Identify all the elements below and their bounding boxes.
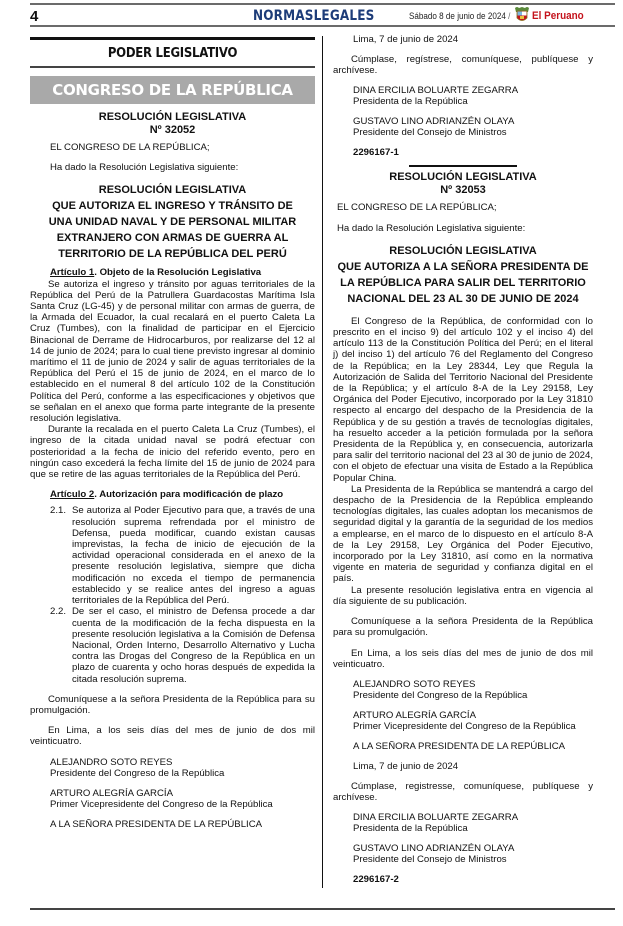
article-label: Artículo 2: [50, 489, 95, 501]
signatory-role: Primer Vicepresidente del Congreso de la República: [50, 798, 273, 810]
date-text: Sábado 8 de junio de 2024: [409, 11, 506, 21]
signatory-role: Presidenta de la República: [353, 823, 468, 835]
right-column: [333, 30, 593, 885]
signatory-role: Presidente del Consejo de Ministros: [353, 854, 507, 866]
preamble: Ha dado la Resolución Legislativa siguiente:: [337, 222, 526, 234]
signatory-role: Presidenta de la República: [353, 96, 468, 108]
page-number: 4: [30, 8, 39, 25]
article-1-heading: [50, 267, 315, 278]
fulfil-text: Cúmplase, registresse, comuníquese, publíquese y archívese.: [333, 780, 593, 804]
preamble: Ha dado la Resolución Legislativa siguiente:: [50, 162, 239, 174]
section-rule: [30, 37, 315, 40]
item-number: 2.1.: [50, 505, 67, 517]
title-line: QUE AUTORIZA EL INGRESO Y TRÁNSITO DE: [52, 200, 293, 213]
item-number: 2.2.: [50, 606, 67, 618]
title-line: RESOLUCIÓN LEGISLATIVA: [389, 244, 537, 257]
item-text: De ser el caso, el ministro de Defensa procede a dar cuenta de la modificación de la fecha dispuesta en la presente resolución legislativa a la Comisión de Defensa Nacional, Orden Interno, Desarrollo Alternativo y Lucha contra las Drogas del Congreso de la República en un plazo de cuarenta y ocho horas después de expedida la citada resolución suprema.: [72, 606, 315, 685]
resolution-label: RESOLUCIÓN LEGISLATIVA: [98, 111, 247, 123]
publication-title: NORMASLEGALES: [253, 8, 375, 24]
preamble: EL CONGRESO DE LA REPÚBLICA;: [50, 142, 210, 153]
resolution-title: [30, 182, 315, 262]
article-2-heading: [50, 489, 315, 500]
place-date: En Lima, a los seis días del mes de junio de dos mil veinticuatro.: [30, 725, 315, 748]
promulgation-date: Lima, 7 de junio de 2024: [353, 34, 459, 45]
article-title: . Objeto de la Resolución Legislativa: [94, 267, 262, 279]
signatory-name: ARTURO ALEGRÍA GARCÍA: [353, 709, 476, 721]
signatory-role: Presidente del Congreso de la República: [353, 689, 528, 701]
brand-name: El Peruano: [532, 10, 584, 22]
body-paragraph: La presente resolución legislativa entra en vigencia al día siguiente de su publicación.: [333, 584, 593, 607]
signatory-role: Presidente del Congreso de la República: [50, 767, 225, 779]
left-column: [30, 30, 315, 830]
signatory-role: Primer Vicepresidente del Congreso de la República: [353, 720, 576, 732]
signatory-name: DINA ERCILIA BOLUARTE ZEGARRA: [353, 812, 519, 824]
numbered-item: [50, 505, 315, 606]
item-text: Se autoriza al Poder Ejecutivo para que, a través de una resolución suprema refrendada por el ministro de Defensa, pueda modificar, cuando existan causas imprevistas, la fecha de inicio de ejecución de la actividad operacional considerada en el anexo de la presente resolución legislativa, siempre que dicha modificación no exceda el tiempo de permanencia establecido y se realice antes del ingreso a aguas territoriales de la República del Perú.: [72, 505, 315, 607]
fulfil-text: Cúmplase, regístrese, comuníquese, publíquese y archívese.: [333, 54, 593, 77]
date-separator: /: [508, 11, 511, 21]
publication-date: [409, 11, 510, 21]
resolution-heading: [30, 111, 315, 137]
body-paragraph: El Congreso de la República, de conformidad con lo prescrito en el inciso 9) del artículo 102 y el inciso 4) del artículo 113 de la Constitución Política del Perú; en el literal j) del inciso 1) del artículo 76 del Reglamento del Congreso de la República; en la Ley 28344, Ley que Regula la Autorización de Salida del Territorio Nacional del Presidente de la República; y el artículo 8-A de la Ley 29158, Ley Orgánica del Poder Ejecutivo, incorporado por la Ley 31810 respecto al encargo del despacho de la Presidencia de la República y de su gestión a través de tecnologías digitales, ha resuelto acceder a la petición formulada por la señora Presidenta de la República y, en consecuencia, autorizarla para salir del territorio nacional del 23 al 30 de junio de 2024, con el objeto de efectuar una visita de Estado a la República Popular China.: [333, 315, 593, 484]
addressee: A LA SEÑORA PRESIDENTA DE LA REPÚBLICA: [353, 740, 566, 752]
page-header: [30, 6, 615, 25]
numbered-item: [50, 606, 315, 684]
title-line: TERRITORIO DE LA REPÚBLICA DEL PERÚ: [58, 248, 287, 261]
resolution-number: Nº 32053: [440, 184, 486, 197]
resolution-heading: [333, 171, 593, 197]
section-rule: [30, 66, 315, 68]
preamble: EL CONGRESO DE LA REPÚBLICA;: [337, 202, 497, 214]
separator-rule: [409, 165, 517, 167]
promulgation-date: Lima, 7 de junio de 2024: [353, 760, 459, 772]
title-line: QUE AUTORIZA A LA SEÑORA PRESIDENTA DE: [337, 260, 589, 273]
signatory-name: ALEJANDRO SOTO REYES: [353, 678, 476, 690]
article-label: Artículo 1: [50, 267, 95, 279]
communicate-text: Comuníquese a la señora Presidenta de la República para su promulgación.: [333, 616, 593, 639]
signatory-name: ARTURO ALEGRÍA GARCÍA: [50, 787, 173, 799]
signatory-name: ALEJANDRO SOTO REYES: [50, 756, 173, 768]
document-code: 2296167-1: [353, 147, 399, 159]
resolution-title: [333, 243, 593, 307]
addressee: A LA SEÑORA PRESIDENTA DE LA REPÚBLICA: [50, 818, 263, 830]
title-line: UNA UNIDAD NAVAL Y DE PERSONAL MILITAR: [48, 216, 297, 229]
peru-coat-of-arms-icon: [514, 6, 530, 24]
signatory-name: GUSTAVO LINO ADRIANZÉN OLAYA: [353, 116, 515, 128]
signatory-name: DINA ERCILIA BOLUARTE ZEGARRA: [353, 85, 519, 97]
title-line: RESOLUCIÓN LEGISLATIVA: [98, 184, 247, 197]
article-title: . Autorización para modificación de plazo: [94, 489, 284, 501]
place-date: En Lima, a los seis días del mes de junio de dos mil veinticuatro.: [333, 647, 593, 670]
title-line: EXTRANJERO CON ARMAS DE GUERRA AL: [56, 232, 289, 245]
section-title: PODER LEGISLATIVO: [107, 46, 238, 61]
resolution-label: RESOLUCIÓN LEGISLATIVA: [389, 171, 537, 184]
article-paragraph: Durante la recalada en el puerto Caleta La Cruz (Tumbes), el ingreso de la citada unidad naval se podrá efectuar con posterioridad a la fecha de inicio del referido evento, pero en ningún caso excederá la fecha límite del 15 de junio de 2024 para que se retire de las aguas territoriales de la República del Perú.: [30, 424, 315, 481]
article-paragraph: Se autoriza el ingreso y tránsito por aguas territoriales de la República del Perú de la Patrullera Guardacostas Marítima Isla Santa Cruz (LG-45) y de personal militar con armas de guerra, de la Armada del Ecuador, la cual recalará en el puerto Caleta La Cruz (Tumbes), con la finalidad de participar en el Ejercicio Binacional de Derrame de Hidrocarburos, por realizarse del 12 al 14 de junio de 2024; para lo cual tiene previsto ingresar al dominio marítimo el 11 de junio de 2024 y salir de aguas territoriales de la República del Perú el 15 de junio de 2024, en el marco de lo establecido en el numeral 8 del artículo 102 de la Constitución Política del Perú, conforme a las especificaciones y objetivos que se señalan en el anexo que forma parte integrante de la presente resolución legislativa.: [30, 278, 315, 425]
signatory-name: GUSTAVO LINO ADRIANZÉN OLAYA: [353, 843, 515, 855]
title-line: LA REPÚBLICA PARA SALIR DEL TERRITORIO: [340, 276, 586, 289]
header-bottom-rule: [30, 25, 615, 27]
resolution-number: Nº 32052: [149, 124, 196, 136]
document-code: 2296167-2: [353, 874, 399, 886]
column-divider: [322, 36, 323, 888]
header-top-rule: [30, 3, 615, 5]
communicate-text: Comuníquese a la señora Presidenta de la República para su promulgación.: [30, 693, 315, 716]
footer-rule: [30, 908, 615, 910]
title-line: NACIONAL DEL 23 AL 30 DE JUNIO DE 2024: [347, 292, 579, 305]
signatory-role: Presidente del Consejo de Ministros: [353, 127, 507, 139]
congreso-band: CONGRESO DE LA REPÚBLICA: [30, 76, 315, 104]
body-paragraph: La Presidenta de la República se mantendrá a cargo del despacho de la Presidencia de la República empleando tecnologías digitales, las cuales adoptan los mecanismos de seguridad digital y la garantía de la seguridad de los medios a emplearse, en el marco de lo dispuesto en el artículo 8-A de la Ley 29158, Ley Orgánica del Poder Ejecutivo, incorporado por la Ley 31810, así como en la normativa vigente en materia de seguridad y confianza digital en el país.: [333, 483, 593, 585]
